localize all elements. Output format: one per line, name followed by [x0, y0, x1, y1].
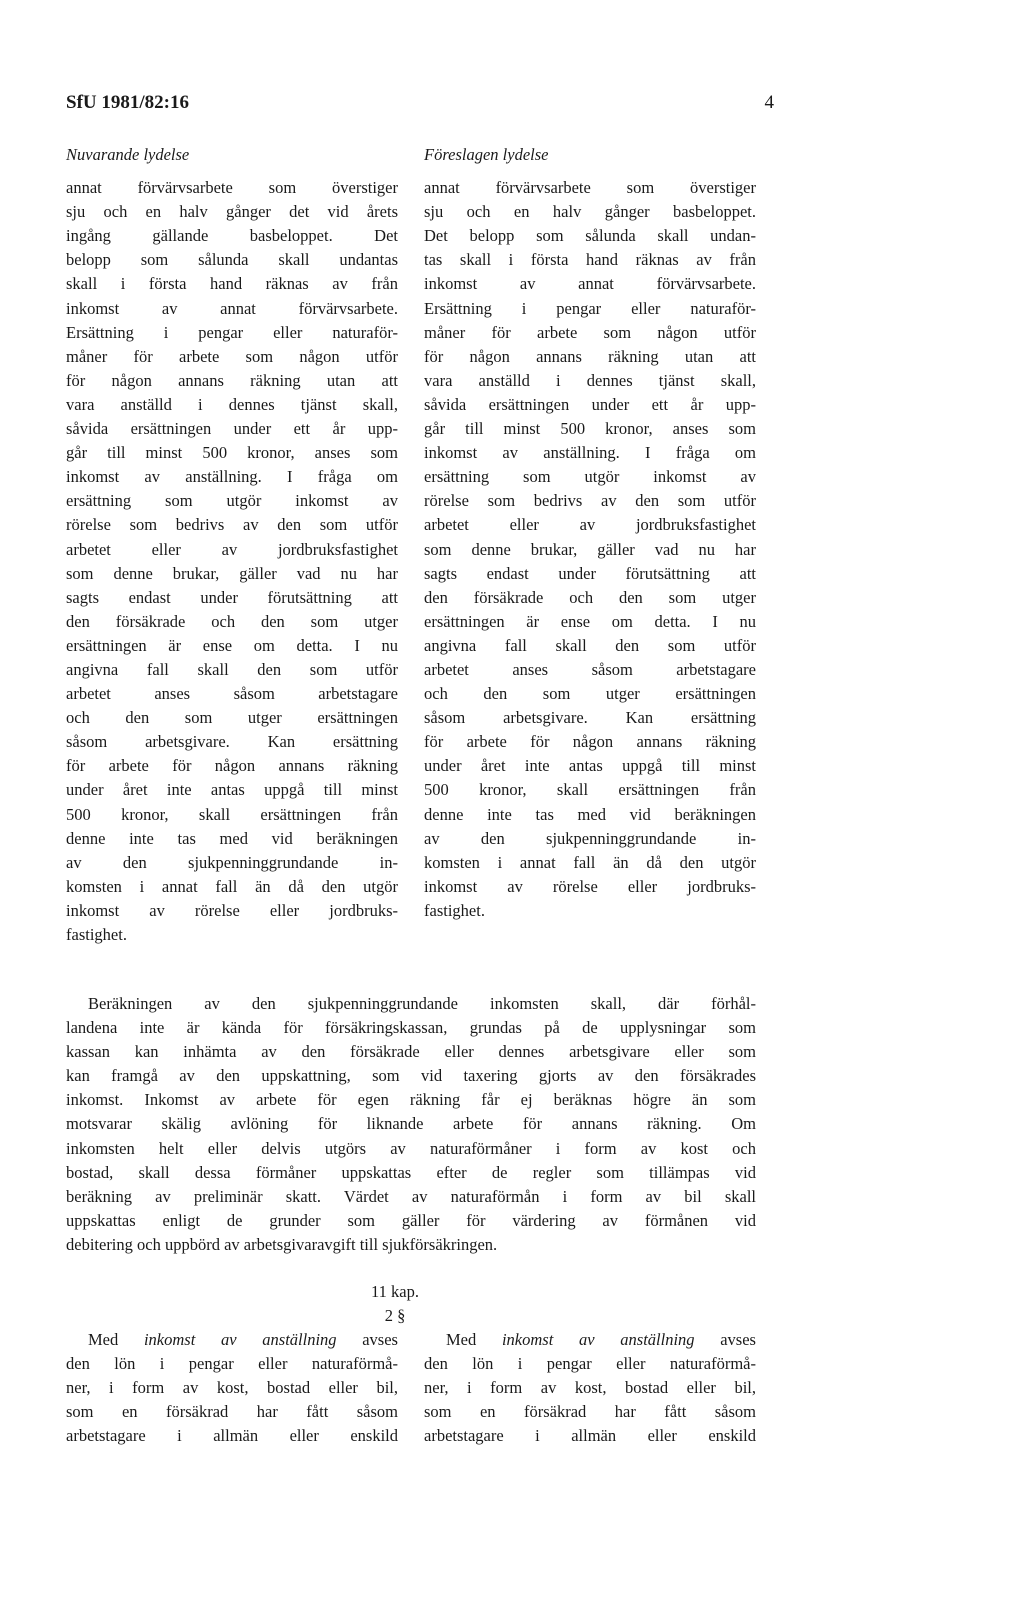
proposed-wording-section-2	[424, 1328, 756, 1448]
text-line: denne inte tas med vid beräkningen	[424, 804, 756, 824]
text-line: Beräkningen av den sjukpenninggrundande inkomsten skall, där förhål-	[88, 994, 756, 1013]
text-line: måner för arbete som någon utför	[424, 322, 756, 342]
text-line: för någon annans räkning utan att	[66, 370, 398, 390]
text-line: inkomst av rörelse eller jordbruks-	[66, 900, 398, 920]
chapter-heading	[330, 1280, 460, 1328]
text-line: beräkning av preliminär skatt. Värdet av naturaförmån i form av bil skall	[66, 1186, 756, 1206]
text-line: ersättning som utgör inkomst av	[424, 467, 756, 487]
text-line: den försäkrade och den som utger	[424, 587, 756, 607]
text-line: går till minst 500 kronor, anses som	[424, 419, 756, 439]
text-line: ner, i form av kost, bostad eller bil,	[66, 1378, 398, 1398]
text-line: inkomsten helt eller delvis utgörs av naturaförmåner i form av kost och	[66, 1138, 756, 1158]
text-line: för någon annans räkning utan att	[424, 346, 756, 366]
text-line: komsten i annat fall än då den utgör	[424, 852, 756, 872]
text-line: såsom arbetsgivare. Kan ersättning	[424, 708, 756, 728]
text-line: arbetet anses såsom arbetstagare	[66, 684, 398, 704]
defined-term: inkomst av anställning	[501, 1330, 695, 1349]
text-line: arbetet anses såsom arbetstagare	[424, 659, 756, 679]
text-line: sagts endast under förutsättning att	[424, 563, 756, 583]
text-line: landena inte är kända för försäkringskassan, grundas på de upplysningar som	[66, 1018, 756, 1038]
text-line: Ersättning i pengar eller naturaför-	[66, 322, 398, 342]
proposed-wording-heading: Föreslagen lydelse	[424, 145, 549, 164]
text-line: för arbete för någon annans räkning	[66, 756, 398, 776]
text-line: rörelse som bedrivs av den som utför	[66, 515, 398, 535]
section-2-text	[424, 1352, 756, 1448]
text-line: denne inte tas med vid beräkningen	[66, 828, 398, 848]
text-line: Ersättning i pengar eller naturaför-	[424, 298, 756, 318]
page-number: 4	[764, 92, 774, 113]
text-line: komsten i annat fall än då den utgör	[66, 876, 398, 896]
text-line: den lön i pengar eller naturaförmå-	[424, 1354, 756, 1374]
text-line: och den som utger ersättningen	[66, 708, 398, 728]
text-line: 500 kronor, skall ersättningen från	[66, 804, 398, 824]
current-wording-text	[66, 176, 398, 947]
text-line: angivna fall skall den som utför	[66, 659, 398, 679]
text-line: tas skall i första hand räknas av från	[424, 250, 756, 270]
text-line: kan framgå av den uppskattning, som vid taxering gjorts av den försäkrades	[66, 1066, 756, 1086]
section-2-text	[66, 1352, 398, 1448]
text-line: arbetet eller av jordbruksfastighet	[424, 515, 756, 535]
text-line: motsvarar skälig avlöning för liknande arbete för annans räkning. Om	[66, 1114, 756, 1134]
text-line: såvida ersättningen under ett år upp-	[66, 419, 398, 439]
text-line: som en försäkrad har fått såsom	[66, 1402, 398, 1422]
text-line: ersättningen är ense om detta. I nu	[66, 635, 398, 655]
text-line: av den sjukpenninggrundande in-	[66, 852, 398, 872]
text-line: uppskattas enligt de grunder som gäller för värdering av förmånen vid	[66, 1210, 756, 1230]
proposed-wording-text	[424, 176, 756, 923]
text-line: 500 kronor, skall ersättningen från	[424, 780, 756, 800]
section-2-first-line: Med inkomst av anställning avses	[88, 1330, 398, 1349]
text-line: och den som utger ersättningen	[424, 684, 756, 704]
text-line: vara anställd i dennes tjänst skall,	[66, 394, 398, 414]
text-line: fastighet.	[66, 925, 127, 944]
text-line: måner för arbete som någon utför	[66, 346, 398, 366]
text-line: debitering och uppbörd av arbetsgivaravgift till sjukförsäkringen.	[66, 1234, 498, 1254]
text-line: av den sjukpenninggrundande in-	[424, 828, 756, 848]
text-line: annat förvärvsarbete som överstiger	[66, 178, 398, 198]
text-line: fastighet.	[424, 900, 485, 920]
text-line: ingång gällande basbeloppet. Det	[66, 226, 398, 246]
text-line: för arbete för någon annans räkning	[424, 732, 756, 752]
text-line: såsom arbetsgivare. Kan ersättning	[66, 732, 398, 752]
text-line: arbetstagare i allmän eller enskild	[424, 1426, 756, 1446]
section-2-first-line: Med inkomst av anställning avses	[446, 1330, 756, 1349]
text-line: såvida ersättningen under ett år upp-	[424, 394, 756, 414]
text-line: som denne brukar, gäller vad nu har	[424, 539, 756, 559]
text-line: går till minst 500 kronor, anses som	[66, 443, 398, 463]
text-line: belopp som sålunda skall undantas	[66, 250, 398, 270]
current-wording-column	[66, 143, 398, 947]
defined-term: inkomst av anställning	[143, 1330, 337, 1349]
text-line: rörelse som bedrivs av den som utför	[424, 491, 756, 511]
text-line: sju och en halv gånger basbeloppet.	[424, 202, 756, 222]
document-reference: SfU 1981/82:16	[66, 92, 189, 113]
full-width-paragraph	[66, 992, 756, 1257]
text-line: ersättning som utgör inkomst av	[66, 491, 398, 511]
text-line: den lön i pengar eller naturaförmå-	[66, 1354, 398, 1374]
text-line: Det belopp som sålunda skall undan-	[424, 226, 756, 246]
text-line: som denne brukar, gäller vad nu har	[66, 563, 398, 583]
current-wording-heading: Nuvarande lydelse	[66, 145, 190, 164]
text-line: under året inte antas uppgå till minst	[424, 756, 756, 776]
text-line: inkomst av rörelse eller jordbruks-	[424, 876, 756, 896]
text-line: sagts endast under förutsättning att	[66, 587, 398, 607]
text-line: annat förvärvsarbete som överstiger	[424, 178, 756, 198]
text-line: inkomst av anställning. I fråga om	[424, 443, 756, 463]
text-line: den försäkrade och den som utger	[66, 611, 398, 631]
text-line: som en försäkrad har fått såsom	[424, 1402, 756, 1422]
text-line: vara anställd i dennes tjänst skall,	[424, 370, 756, 390]
text-line: inkomst. Inkomst av arbete för egen räkning får ej beräknas högre än som	[66, 1090, 756, 1110]
current-wording-section-2	[66, 1328, 398, 1448]
text-line: under året inte antas uppgå till minst	[66, 780, 398, 800]
text-line: inkomst av annat förvärvsarbete.	[424, 274, 756, 294]
page-header	[66, 92, 774, 114]
text-line: ner, i form av kost, bostad eller bil,	[424, 1378, 756, 1398]
chapter-number: 11 kap.	[371, 1282, 419, 1301]
text-line: arbetstagare i allmän eller enskild	[66, 1426, 398, 1446]
text-line: skall i första hand räknas av från	[66, 274, 398, 294]
text-line: ersättningen är ense om detta. I nu	[424, 611, 756, 631]
section-number: 2 §	[384, 1306, 406, 1325]
text-line: arbetet eller av jordbruksfastighet	[66, 539, 398, 559]
text-line: kassan kan inhämta av den försäkrade eller dennes arbetsgivare eller som	[66, 1042, 756, 1062]
text-line: inkomst av anställning. I fråga om	[66, 467, 398, 487]
text-line: bostad, skall dessa förmåner uppskattas efter de regler som tillämpas vid	[66, 1162, 756, 1182]
proposed-wording-column	[424, 143, 756, 923]
text-line: sju och en halv gånger det vid årets	[66, 202, 398, 222]
text-line: inkomst av annat förvärvsarbete.	[66, 298, 398, 318]
text-line: angivna fall skall den som utför	[424, 635, 756, 655]
